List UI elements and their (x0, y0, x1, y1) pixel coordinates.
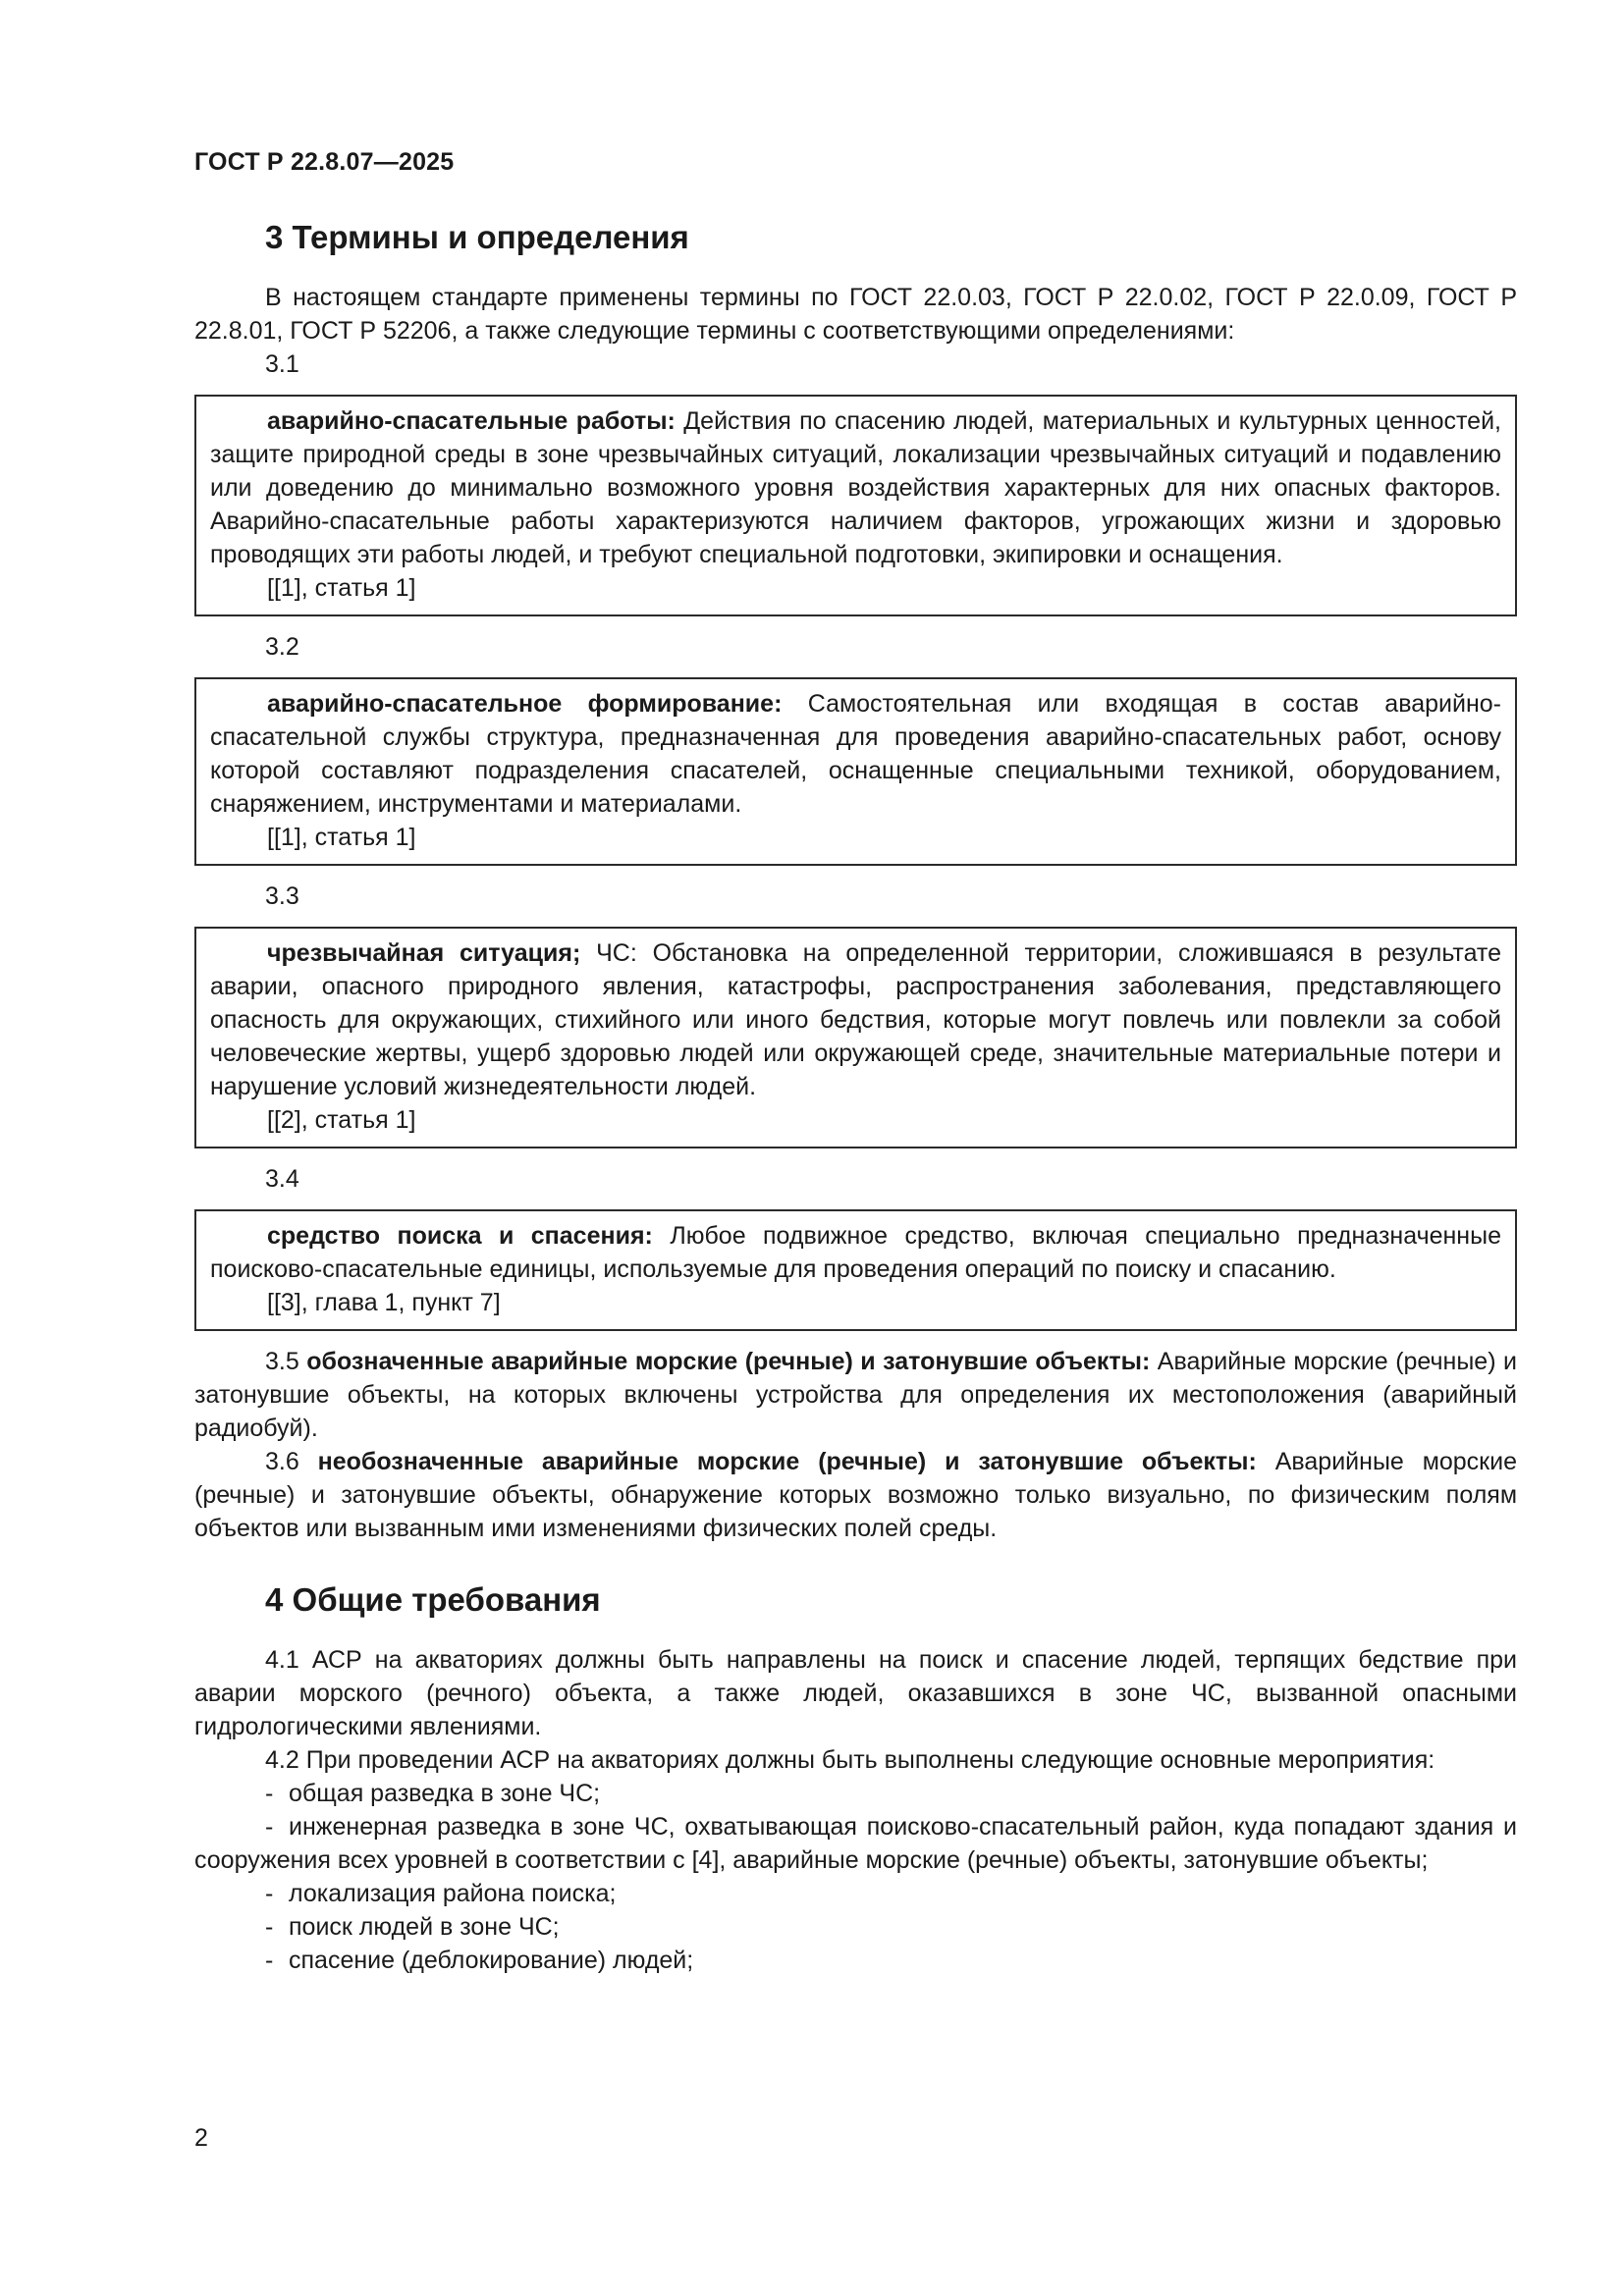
term-name: аварийно-спасательные работы: (267, 407, 676, 435)
list-item (194, 1877, 1517, 1910)
plain-term-text: Аварийные морские (речные) и затонувшие объекты, обнаружение которых возможно только визуально, по физическим полям объектов или вызванным ими изменениями физических полей среды. (194, 1448, 1517, 1542)
paragraph-4-2: 4.2 При проведении АСР на акваториях должны быть выполнены следующие основные мероприятия: (265, 1746, 1435, 1774)
list-item-text: общая разведка в зоне ЧС; (289, 1780, 601, 1807)
list-item (194, 1810, 1517, 1877)
list-item (194, 1944, 1517, 1977)
list-item-text: локализация района поиска; (289, 1880, 617, 1907)
term-source: [[3], глава 1, пункт 7] (267, 1289, 501, 1316)
list-dash: - (265, 1913, 274, 1941)
plain-term-name: необозначенные аварийные морские (речные) и затонувшие объекты: (317, 1448, 1257, 1475)
list-dash: - (265, 1947, 274, 1974)
page-content (194, 218, 1517, 1977)
plain-term-number: 3.5 (265, 1348, 299, 1375)
term-source: [[1], статья 1] (267, 574, 416, 602)
section-3-intro: В настоящем стандарте применены термины по ГОСТ 22.0.03, ГОСТ Р 22.0.02, ГОСТ Р 22.0.09, ГОСТ Р 22.8.01, ГОСТ Р 52206, а также следующие термины с соответствующими определениями: (194, 284, 1517, 345)
term-box (194, 677, 1517, 866)
term-number: 3.4 (265, 1165, 299, 1193)
plain-term (194, 1345, 1517, 1445)
term-number: 3.3 (265, 882, 299, 910)
term-name: средство поиска и спасения: (267, 1222, 653, 1250)
term-definition (210, 687, 1501, 821)
term-box (194, 927, 1517, 1148)
list-dash: - (265, 1880, 274, 1907)
term-name: аварийно-спасательное формирование: (267, 690, 783, 718)
term-definition (210, 404, 1501, 571)
page-number: 2 (194, 2124, 208, 2152)
term-text: Самостоятельная или входящая в состав аварийно-спасательной службы структура, предназначенная для проведения аварийно-спасательных работ, основу которой составляют подразделения спасателей, оснащенные специальными техникой, оборудованием, снаряжением, инструментами и материалами. (210, 690, 1501, 818)
section-4-title: 4 Общие требования (265, 1581, 601, 1618)
term-box (194, 1209, 1517, 1331)
list-item (194, 1777, 1517, 1810)
term-text: Действия по спасению людей, материальных и культурных ценностей, защите природной среды в зоне чрезвычайных ситуаций, локализации чрезвычайных ситуаций и подавлению или доведению до минимально возможного уровня воздействия характерных для них опасных факторов. Аварийно-спасательные работы характеризуются наличием факторов, угрожающих жизни и здоровью проводящих эти работы людей, и требуют специальной подготовки, экипировки и оснащения. (210, 407, 1501, 568)
term-source: [[1], статья 1] (267, 824, 416, 851)
term-source: [[2], статья 1] (267, 1106, 416, 1134)
term-text: Любое подвижное средство, включая специально предназначенные поисково-спасательные единицы, используемые для проведения операций по поиску и спасанию. (210, 1222, 1501, 1283)
plain-term-text: Аварийные морские (речные) и затонувшие объекты, на которых включены устройства для определения их местоположения (аварийный радиобуй). (194, 1348, 1517, 1442)
document-code-header: ГОСТ Р 22.8.07—2025 (194, 148, 455, 176)
section-3-title: 3 Термины и определения (265, 219, 689, 255)
plain-term-number: 3.6 (265, 1448, 299, 1475)
list-dash: - (265, 1813, 274, 1841)
list-item-text: спасение (деблокирование) людей; (289, 1947, 694, 1974)
paragraph-4-1: 4.1 АСР на акваториях должны быть направлены на поиск и спасение людей, терпящих бедствие при аварии морского (речного) объекта, а также людей, оказавшихся в зоне ЧС, вызванной опасными гидрологическими явлениями. (194, 1646, 1517, 1740)
list-item-text: инженерная разведка в зоне ЧС, охватывающая поисково-спасательный район, куда попадают здания и сооружения всех уровней в соответствии с [4], аварийные морские (речные) объекты, затонувшие объекты; (194, 1813, 1517, 1874)
list-item (194, 1910, 1517, 1944)
term-number: 3.2 (265, 633, 299, 661)
list-dash: - (265, 1780, 274, 1807)
term-definition (210, 936, 1501, 1103)
term-name: чрезвычайная ситуация; (267, 939, 581, 967)
term-box (194, 395, 1517, 616)
plain-term (194, 1445, 1517, 1545)
term-text: ЧС: Обстановка на определенной территории, сложившаяся в результате аварии, опасного природного явления, катастрофы, распространения заболевания, представляющего опасность для окружающих, стихийного или иного бедствия, которые могут повлечь или повлекли за собой человеческие жертвы, ущерб здоровью людей или окружающей среде, значительные материальные потери и нарушение условий жизнедеятельности людей. (210, 939, 1501, 1100)
term-number: 3.1 (265, 350, 299, 378)
list-item-text: поиск людей в зоне ЧС; (289, 1913, 560, 1941)
plain-term-name: обозначенные аварийные морские (речные) и затонувшие объекты: (306, 1348, 1151, 1375)
term-definition (210, 1219, 1501, 1286)
